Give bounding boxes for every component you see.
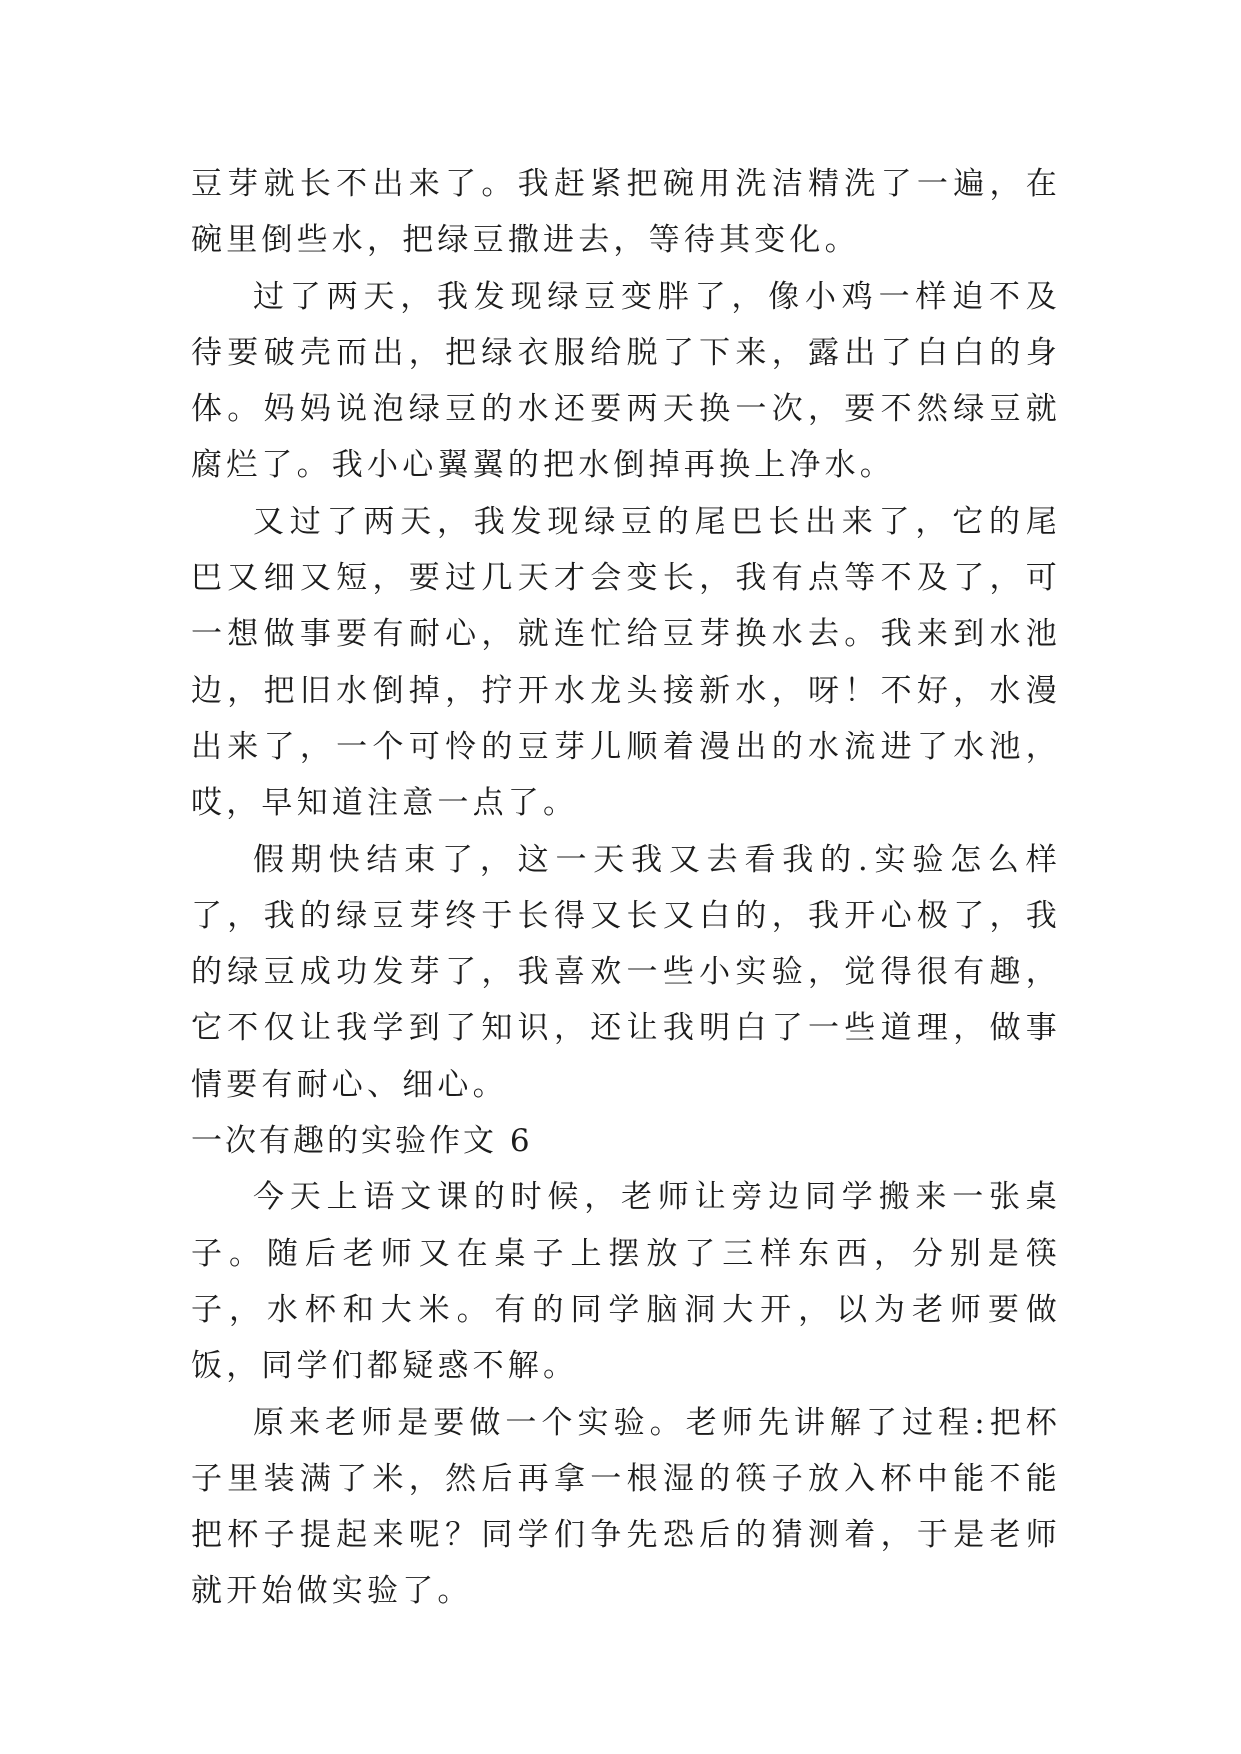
paragraph-continuation: 豆芽就长不出来了。我赶紧把碗用洗洁精洗了一遍，在碗里倒些水，把绿豆撒进去，等待其变化。 [191, 166, 1061, 259]
paragraph: 今天上语文课的时候，老师让旁边同学搬来一张桌子。随后老师又在桌子上摆放了三样东西，分别是筷子，水杯和大米。有的同学脑洞大开，以为老师要做饭，同学们都疑惑不解。 [191, 1179, 1061, 1385]
paragraph: 又过了两天，我发现绿豆的尾巴长出来了，它的尾巴又细又短，要过几天才会变长，我有点等不及了，可一想做事要有耐心，就连忙给豆芽换水去。我来到水池边，把旧水倒掉，拧开水龙头接新水，呀！不好，水漫出来了，一个可怜的豆芽儿顺着漫出的水流进了水池，哎，早知道注意一点了。 [191, 503, 1061, 822]
paragraph: 假期快结束了，这一天我又去看我的.实验怎么样了，我的绿豆芽终于长得又长又白的，我开心极了，我的绿豆成功发芽了，我喜欢一些小实验，觉得很有趣，它不仅让我学到了知识，还让我明白了一些道理，做事情要有耐心、细心。 [191, 841, 1061, 1103]
essay-heading: 一次有趣的实验作文 6 [191, 1123, 533, 1160]
document-body [191, 156, 1061, 1620]
paragraph: 原来老师是要做一个实验。老师先讲解了过程:把杯子里装满了米，然后再拿一根湿的筷子放入杯中能不能把杯子提起来呢？同学们争先恐后的猜测着，于是老师就开始做实验了。 [191, 1404, 1061, 1610]
paragraph: 过了两天，我发现绿豆变胖了，像小鸡一样迫不及待要破壳而出，把绿衣服给脱了下来，露出了白白的身体。妈妈说泡绿豆的水还要两天换一次，要不然绿豆就腐烂了。我小心翼翼的把水倒掉再换上净水。 [191, 278, 1061, 484]
